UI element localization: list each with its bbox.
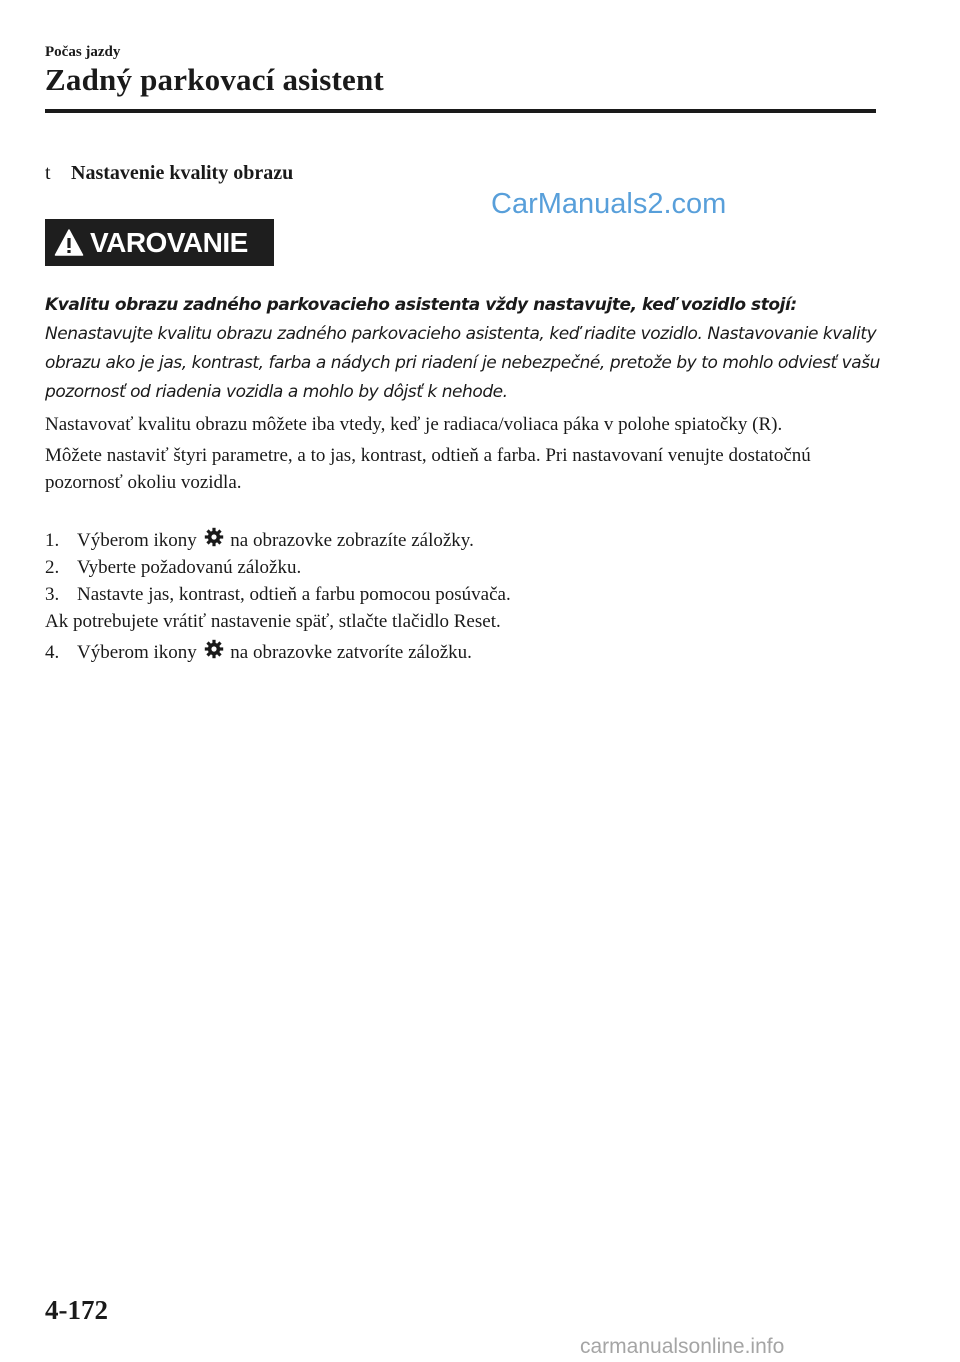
step-3 (45, 581, 880, 608)
watermark-top: CarManuals2.com (491, 188, 727, 220)
subsection-bullet: t (45, 162, 51, 184)
step-2 (45, 554, 880, 581)
gear-icon (204, 639, 224, 659)
warning-body: Nenastavujte kvalitu obrazu zadného parkovacieho asistenta, keď riadite vozidlo. Nastavovanie kvality obrazu ako je jas, kontrast, farba a nádych pri riadení je nebezpečné, pretože by to mohlo odviesť vašu pozornosť od riadenia vozidla a mohlo by dôjsť k nehode. (45, 324, 880, 402)
body-paragraph-1: Nastavovať kvalitu obrazu môžete iba vtedy, keď je radiaca/voliaca páka v polohe spiatočky (R). (45, 414, 783, 435)
page-number: 4-172 (45, 1295, 108, 1325)
step-3-note: Ak potrebujete vrátiť nastavenie späť, stlačte tlačidlo Reset. (45, 611, 501, 632)
subsection-title: Nastavenie kvality obrazu (71, 162, 294, 184)
warning-lead: Kvalitu obrazu zadného parkovacieho asistenta vždy nastavujte, keď vozidlo stojí: (45, 295, 797, 315)
step-text: Vyberte požadovanú záložku. (77, 557, 302, 578)
step-number: 2. (45, 557, 60, 578)
step-text (77, 639, 472, 666)
subsection-heading (45, 162, 293, 185)
step-4 (45, 639, 880, 666)
step-text-after: na obrazovke zatvoríte záložku. (230, 642, 472, 663)
warning-label: VAROVANIE (90, 226, 248, 258)
warning-badge (45, 219, 274, 266)
step-text-before: Výberom ikony (77, 642, 197, 663)
step-text-before: Výberom ikony (77, 530, 197, 551)
step-1 (45, 527, 880, 554)
step-number: 4. (45, 642, 60, 663)
step-number: 1. (45, 530, 60, 551)
step-number: 3. (45, 584, 60, 605)
title-divider (45, 109, 876, 113)
body-paragraph-2: Môžete nastaviť štyri parametre, a to jas, kontrast, odtieň a farba. Pri nastavovaní venujte dostatočnú pozornosť okoliu vozidla. (45, 445, 811, 493)
step-text-after: na obrazovke zobrazíte záložky. (230, 530, 474, 551)
warning-text (45, 291, 885, 407)
body-text (45, 411, 880, 500)
steps-list (45, 527, 880, 666)
gear-icon (204, 527, 224, 547)
chapter-label: Počas jazdy (45, 44, 121, 60)
step-text: Nastavte jas, kontrast, odtieň a farbu pomocou posúvača. (77, 584, 511, 605)
step-text (77, 527, 474, 554)
watermark-bottom: carmanualsonline.info (580, 1335, 785, 1358)
page-title: Zadný parkovací asistent (45, 62, 384, 97)
warning-triangle-icon (54, 228, 84, 258)
